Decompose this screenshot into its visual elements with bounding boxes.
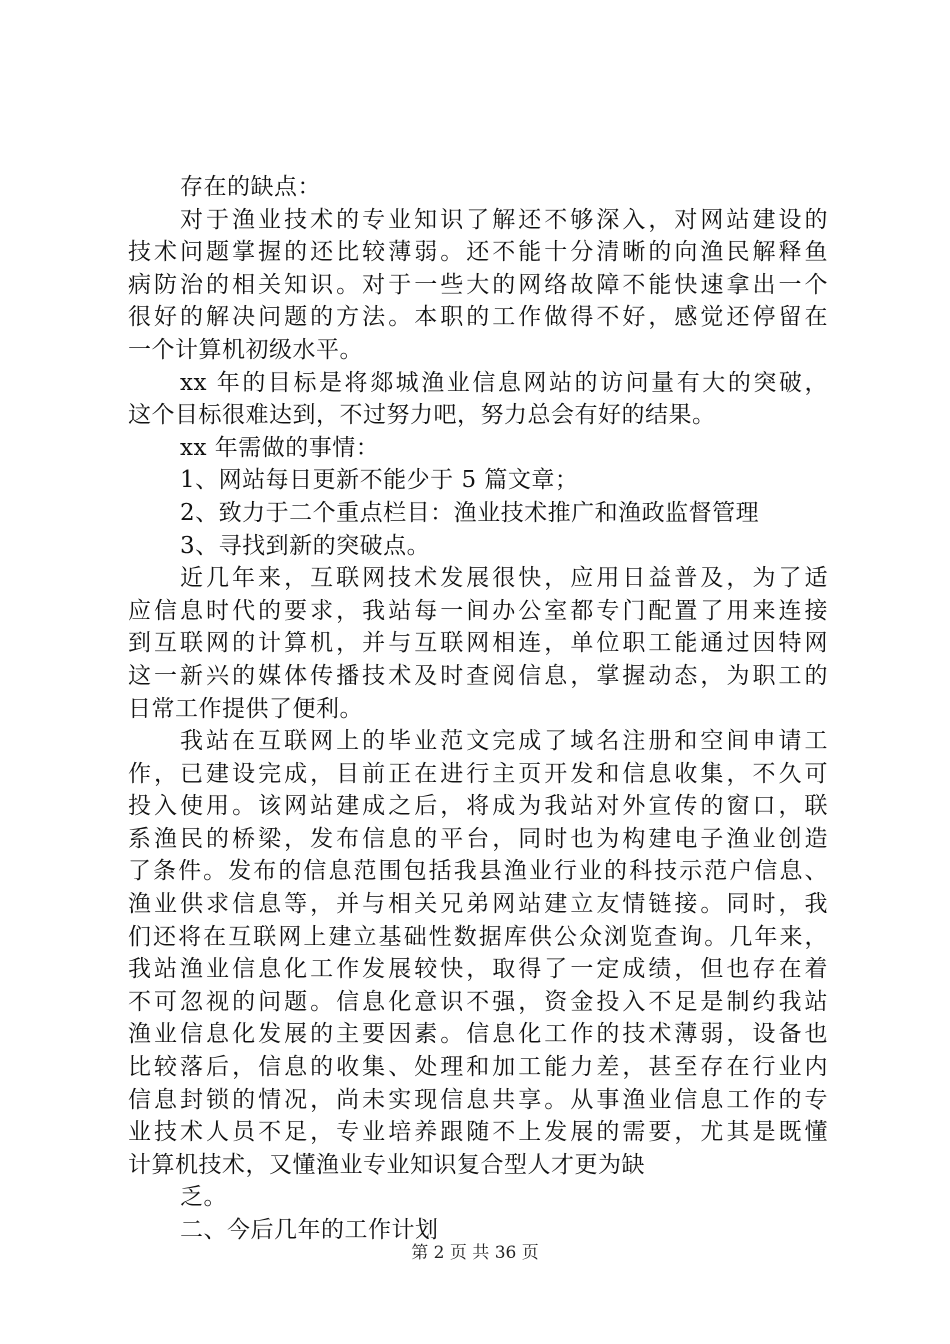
text-line: 了条件。发布的信息范围包括我县渔业行业的科技示范户信息、 bbox=[128, 858, 828, 885]
text-line: 比较落后，信息的收集、处理和加工能力差，甚至存在行业内 bbox=[128, 1054, 828, 1081]
text-line: 业技术人员不足，专业培养跟随不上发展的需要，尤其是既懂 bbox=[128, 1119, 828, 1146]
page-footer: 第 2 页 共 36 页 bbox=[411, 1243, 539, 1263]
text-line: 计算机技术，又懂渔业专业知识复合型人才更为缺 bbox=[128, 1151, 645, 1178]
text-line: 渔业信息化发展的主要因素。信息化工作的技术薄弱，设备也 bbox=[128, 1021, 828, 1048]
text-line: 作，已建设完成，目前正在进行主页开发和信息收集，不久可 bbox=[128, 760, 828, 787]
text-line: 不可忽视的问题。信息化意识不强，资金投入不足是制约我站 bbox=[128, 988, 828, 1015]
text-line: 这一新兴的媒体传播技术及时查阅信息，掌握动态，为职工的 bbox=[128, 662, 828, 689]
text-line: 投入使用。该网站建成之后，将成为我站对外宣传的窗口，联 bbox=[128, 793, 828, 820]
text-line: 这个目标很难达到，不过努力吧，努力总会有好的结果。 bbox=[128, 402, 716, 429]
text-line: 2、致力于二个重点栏目：渔业技术推广和渔政监督管理 bbox=[180, 499, 760, 526]
text-line: 二、今后几年的工作计划 bbox=[180, 1217, 439, 1243]
text-line: 乏。 bbox=[180, 1184, 227, 1211]
text-line: 一个计算机初级水平。 bbox=[128, 336, 363, 363]
text-line: 渔业供求信息等，并与相关兄弟网站建立友情链接。同时，我 bbox=[128, 891, 828, 918]
text-line: 我站渔业信息化工作发展较快，取得了一定成绩，但也存在着 bbox=[128, 956, 828, 983]
text-line: 系渔民的桥梁，发布信息的平台，同时也为构建电子渔业创造 bbox=[128, 825, 828, 852]
text-line: 存在的缺点： bbox=[180, 174, 321, 200]
text-line: 我站在互联网上的毕业范文完成了域名注册和空间申请工 bbox=[180, 728, 828, 755]
text-line: 对于渔业技术的专业知识了解还不够深入，对网站建设的 bbox=[180, 206, 828, 233]
text-line: 到互联网的计算机，并与互联网相连，单位职工能通过因特网 bbox=[128, 630, 828, 657]
text-line: 信息封锁的情况，尚未实现信息共享。从事渔业信息工作的专 bbox=[128, 1086, 828, 1113]
text-line: 近几年来，互联网技术发展很快，应用日益普及，为了适 bbox=[180, 565, 828, 592]
text-line: 病防治的相关知识。对于一些大的网络故障不能快速拿出一个 bbox=[128, 271, 828, 298]
text-line: 1、网站每日更新不能少于 5 篇文章； bbox=[180, 467, 579, 494]
document-body bbox=[128, 171, 828, 1247]
text-line: 很好的解决问题的方法。本职的工作做得不好，感觉还停留在 bbox=[128, 304, 828, 331]
text-line: 应信息时代的要求，我站每一间办公室都专门配置了用来连接 bbox=[128, 597, 828, 624]
text-line: 技术问题掌握的还比较薄弱。还不能十分清晰的向渔民解释鱼 bbox=[128, 239, 828, 266]
text-line: 日常工作提供了便利。 bbox=[128, 695, 363, 722]
text-line: xx 年需做的事情： bbox=[180, 434, 380, 461]
text-line: 3、寻找到新的突破点。 bbox=[180, 532, 431, 559]
text-line: 们还将在互联网上建立基础性数据库供公众浏览查询。几年来， bbox=[128, 923, 828, 950]
text-line: xx 年的目标是将郯城渔业信息网站的访问量有大的突破， bbox=[180, 369, 828, 396]
